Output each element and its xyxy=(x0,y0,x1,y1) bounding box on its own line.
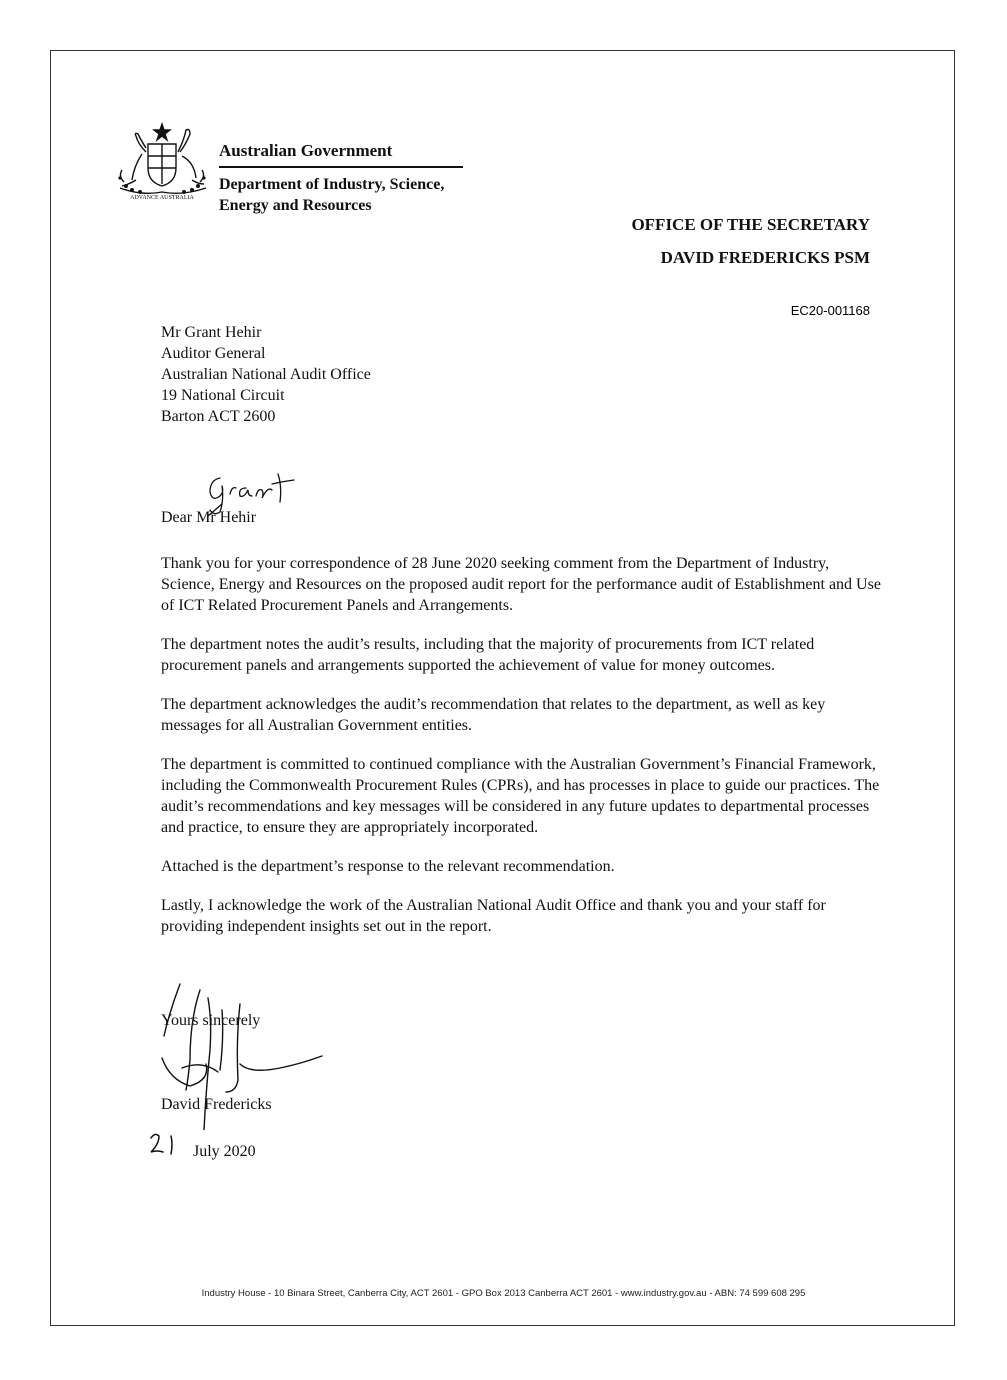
reference-number: EC20-001168 xyxy=(790,303,870,318)
address-line: Mr Grant Hehir xyxy=(161,324,262,341)
address-line: Auditor General xyxy=(161,345,266,362)
svg-text:ADVANCE AUSTRALIA: ADVANCE AUSTRALIA xyxy=(130,195,194,200)
letterhead-rule xyxy=(219,166,463,168)
address-line: Australian National Audit Office xyxy=(161,366,371,383)
date-month-year: July 2020 xyxy=(193,1143,256,1160)
footer-address: Industry House - 10 Binara Street, Canberra City, ACT 2601 - GPO Box 2013 Canberra ACT 2601 - www.industry.gov.au - ABN: 74 599 608 295 xyxy=(201,1288,806,1299)
officer-name: DAVID FREDERICKS PSM xyxy=(660,248,870,267)
letter-body xyxy=(161,553,881,955)
department-name-line-2: Energy and Resources xyxy=(219,197,372,214)
body-paragraph: The department acknowledges the audit’s recommendation that relates to the department, as well as key messages for all Australian Government entities. xyxy=(161,696,826,734)
salutation: Dear Mr Hehir xyxy=(161,509,257,526)
office-title: OFFICE OF THE SECRETARY xyxy=(631,215,870,234)
coat-of-arms-icon xyxy=(112,122,212,200)
handwritten-date-day xyxy=(145,1130,193,1161)
government-name: Australian Government xyxy=(219,141,393,160)
valediction: Yours sincerely xyxy=(161,1012,261,1029)
handwritten-date-digits xyxy=(145,1130,185,1156)
body-paragraph: Thank you for your correspondence of 28 June 2020 seeking comment from the Department of Industry, Science, Energy and Resources on the proposed audit report for the performance audit of Establishment and Use of ICT Related Procurement Panels and Arrangements. xyxy=(161,555,881,614)
address-line: Barton ACT 2600 xyxy=(161,408,276,425)
letter-date xyxy=(145,1130,256,1161)
body-paragraph: The department notes the audit’s results, including that the majority of procurements from ICT related procurement panels and arrangements supported the achievement of value for money outcomes. xyxy=(161,636,815,674)
recipient-address xyxy=(161,322,371,427)
department-name xyxy=(219,174,444,216)
address-line: 19 National Circuit xyxy=(161,387,285,404)
body-paragraph: Attached is the department’s response to the relevant recommendation. xyxy=(161,858,615,875)
department-name-line-1: Department of Industry, Science, xyxy=(219,176,445,193)
signer-name: David Fredericks xyxy=(161,1096,272,1113)
body-paragraph: Lastly, I acknowledge the work of the Australian National Audit Office and thank you and your staff for providing independent insights set out in the report. xyxy=(161,897,826,935)
body-paragraph: The department is committed to continued compliance with the Australian Government’s Financial Framework, including the Commonwealth Procurement Rules (CPRs), and has processes in place to guide our practices. The audit’s recommendations and key messages will be considered in any future updates to departmental processes and practice, to ensure they are appropriately incorporated. xyxy=(161,756,880,836)
